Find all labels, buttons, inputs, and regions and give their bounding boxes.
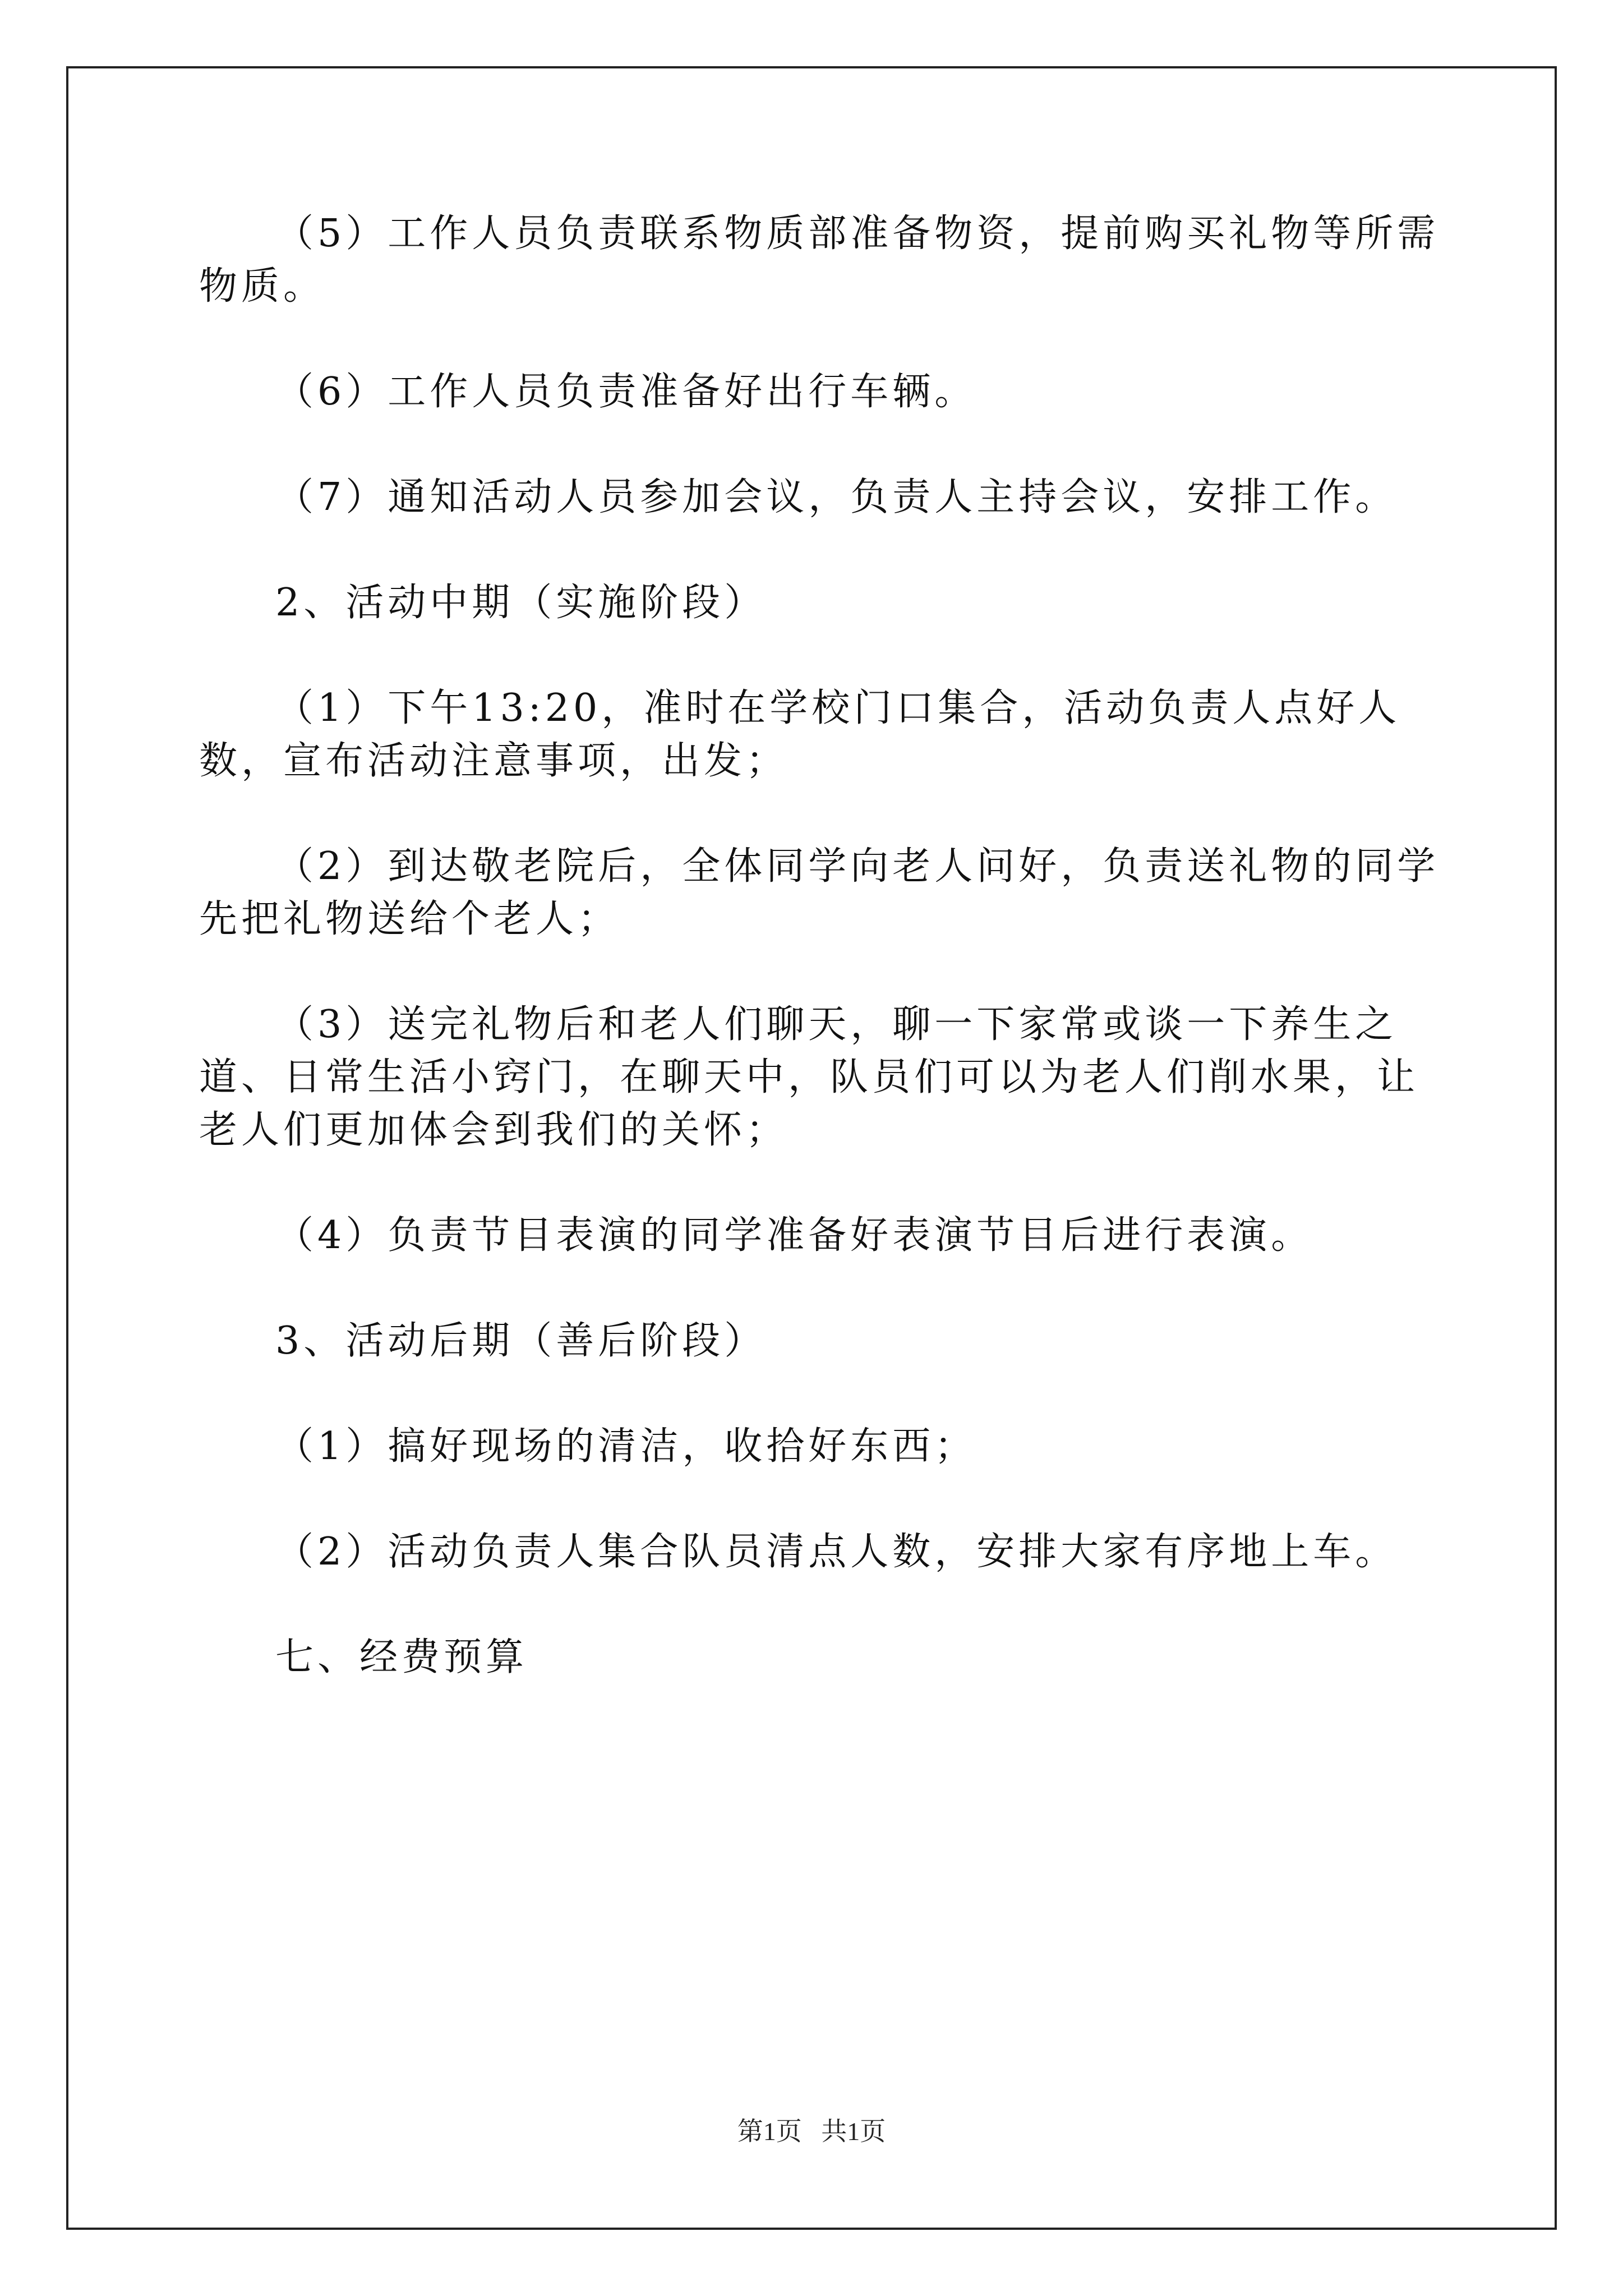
paragraph-cleanup-1: （1）搞好现场的清洁，收拾好东西； [275, 1424, 977, 1469]
document-body [199, 208, 1445, 1737]
section-heading-phase-2: 2、活动中期（实施阶段） [275, 581, 767, 625]
page-number-footer: 第1页 共1页 [737, 2117, 886, 2146]
paragraph-step-2: （2）到达敬老院后，全体同学向老人问好，负责送礼物的同学先把礼物送给个老人； [199, 844, 1440, 941]
paragraph-step-1: （1）下午13:20，准时在学校门口集合，活动负责人点好人数，宣布活动注意事项，出发； [199, 686, 1401, 783]
paragraph-step-4: （4）负责节目表演的同学准备好表演节目后进行表演。 [275, 1213, 1313, 1258]
paragraph-item-6: （6）工作人员负责准备好出行车辆。 [275, 370, 977, 414]
paragraph-cleanup-2: （2）活动负责人集合队员清点人数，安排大家有序地上车。 [275, 1530, 1398, 1574]
paragraph-item-7: （7）通知活动人员参加会议，负责人主持会议，安排工作。 [275, 475, 1398, 519]
section-heading-phase-3: 3、活动后期（善后阶段） [275, 1319, 767, 1363]
paragraph-item-5: （5）工作人员负责联系物质部准备物资，提前购买礼物等所需物质。 [199, 211, 1440, 309]
paragraph-step-3: （3）送完礼物后和老人们聊天，聊一下家常或谈一下养生之道、日常生活小窍门，在聊天中，队员们可以为老人们削水果，让老人们更加体会到我们的关怀； [199, 1002, 1419, 1152]
section-heading-budget: 七、经费预算 [275, 1635, 528, 1680]
